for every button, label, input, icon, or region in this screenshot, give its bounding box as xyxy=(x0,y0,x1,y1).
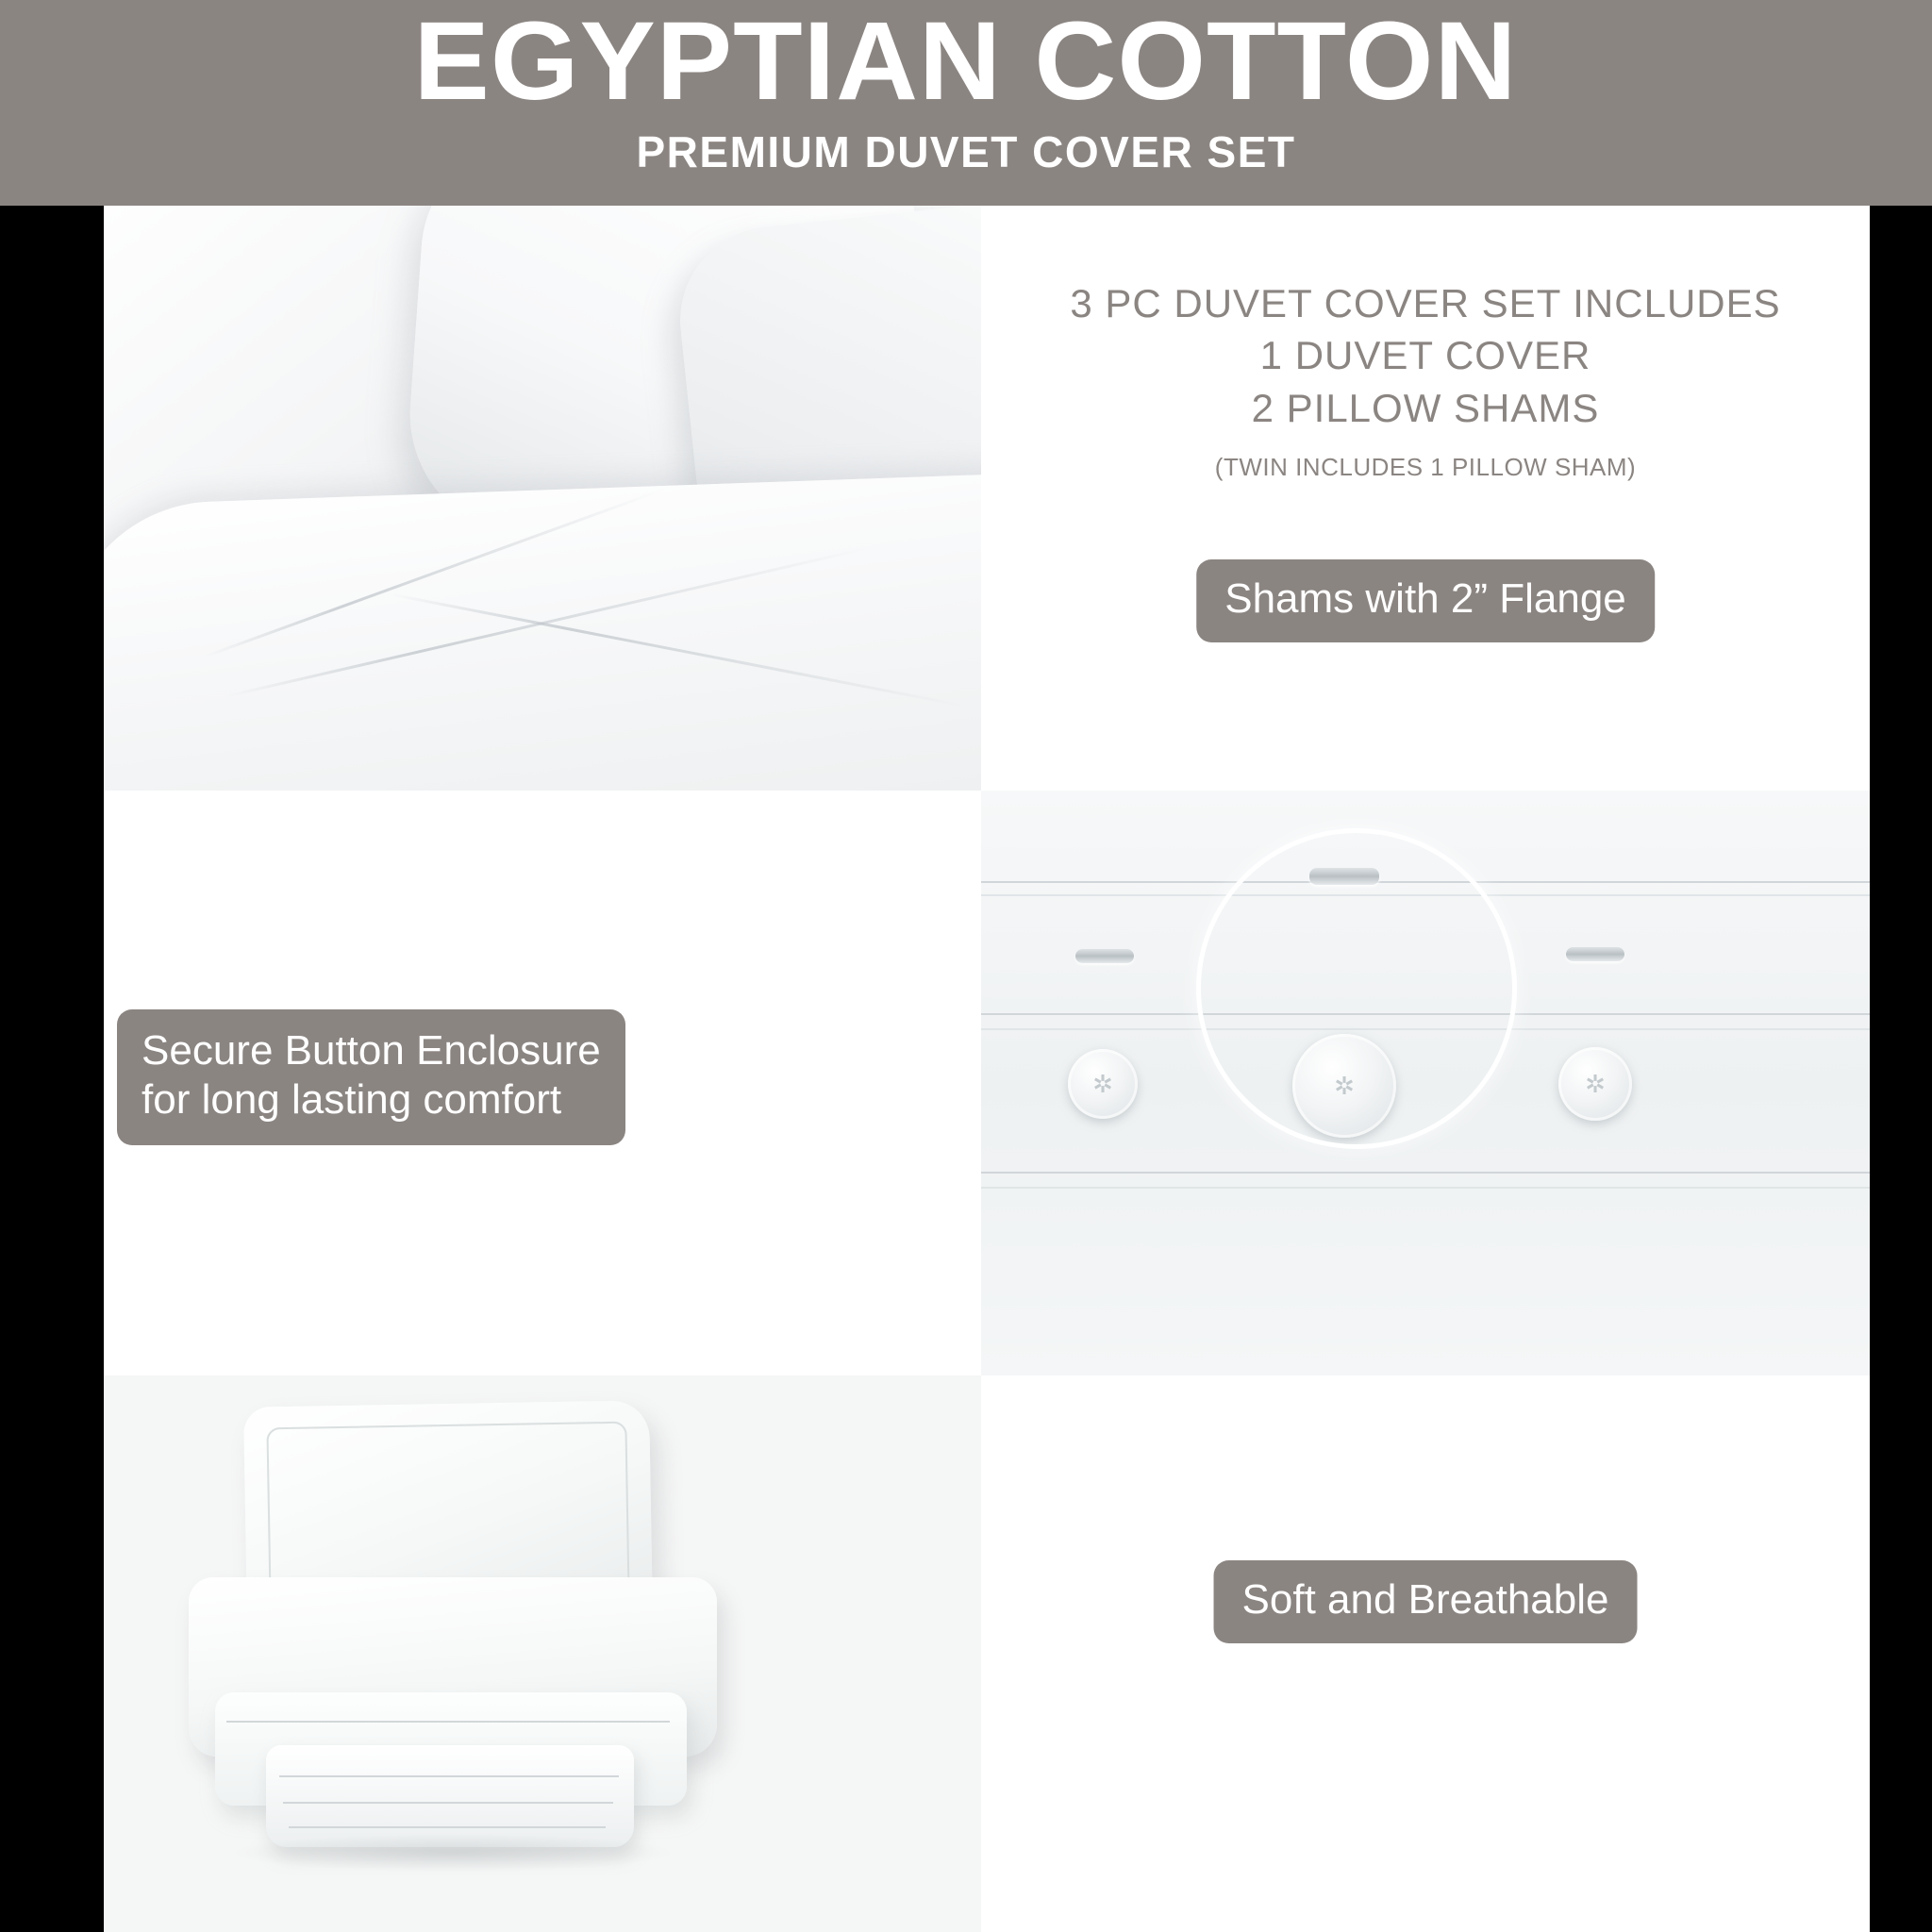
shams-callout xyxy=(1196,559,1655,642)
secure-callout-line-2: for long lasting comfort xyxy=(142,1075,562,1123)
secure-button-panel xyxy=(104,791,981,1375)
seam-line xyxy=(981,1172,1870,1174)
bed-photo-image xyxy=(104,206,981,791)
buttonhole xyxy=(1566,947,1624,961)
folded-set-panel xyxy=(104,1375,981,1932)
button-holes-icon: ✲ xyxy=(1334,1071,1355,1100)
buttonhole xyxy=(1075,949,1134,963)
includes-line-1: 3 PC DUVET COVER SET INCLUDES xyxy=(1070,281,1781,325)
seam-line xyxy=(981,1187,1870,1189)
page-title: EGYPTIAN COTTON xyxy=(414,0,1518,124)
secure-callout-label xyxy=(117,1009,625,1145)
fold-crease xyxy=(279,1775,619,1777)
folded-set-image xyxy=(104,1375,981,1932)
bed-photo-panel xyxy=(104,206,981,791)
includes-line-3: 2 PILLOW SHAMS xyxy=(1251,385,1600,430)
includes-note: (TWIN INCLUDES 1 PILLOW SHAM) xyxy=(1214,453,1637,482)
magnifier-ring xyxy=(1196,828,1517,1149)
folded-set-shadow xyxy=(236,1834,670,1872)
secure-callout-line-1: Secure Button Enclosure xyxy=(142,1027,601,1074)
soft-breathable-panel xyxy=(981,1375,1870,1932)
secure-callout xyxy=(117,1009,625,1145)
content-grid xyxy=(104,206,1870,1932)
shams-callout-label: Shams with 2” Flange xyxy=(1196,559,1655,642)
folded-duvet-bottom xyxy=(266,1745,634,1847)
button-holes-icon: ✲ xyxy=(1585,1069,1606,1098)
includes-line-2: 1 DUVET COVER xyxy=(1259,333,1591,378)
button-holes-icon: ✲ xyxy=(1092,1069,1113,1098)
fold-crease xyxy=(283,1802,613,1804)
includes-panel xyxy=(981,206,1870,791)
duvet-surface xyxy=(104,471,981,791)
header-banner xyxy=(0,0,1932,206)
button-closeup-panel xyxy=(981,791,1870,1375)
fold-crease xyxy=(226,1721,670,1723)
button-closeup-image xyxy=(981,791,1870,1375)
button xyxy=(1068,1049,1138,1119)
page-subtitle: PREMIUM DUVET COVER SET xyxy=(636,127,1296,176)
soft-callout xyxy=(1214,1560,1638,1643)
soft-callout-label: Soft and Breathable xyxy=(1214,1560,1638,1643)
button xyxy=(1558,1047,1632,1121)
fold-crease xyxy=(289,1826,606,1828)
